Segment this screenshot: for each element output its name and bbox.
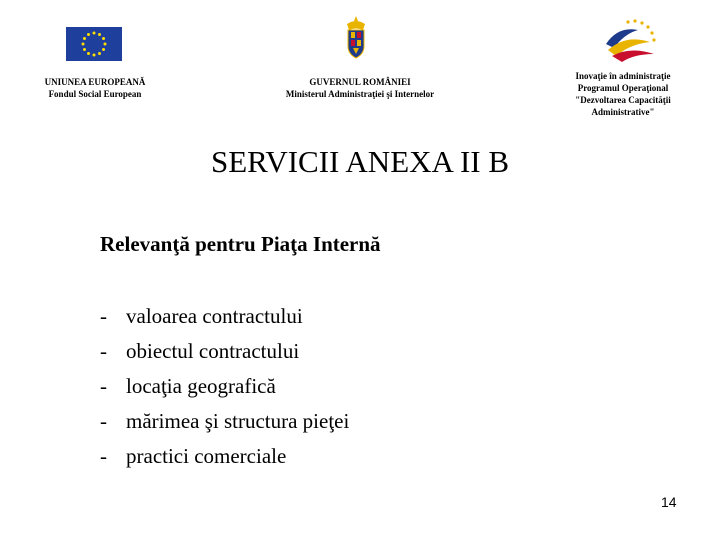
slide-title: SERVICII ANEXA II B xyxy=(210,144,510,179)
eu-star xyxy=(102,37,105,40)
header-government-line2: Ministerul Administraţiei şi Internelor xyxy=(285,89,435,99)
list-item-text: valoarea contractului xyxy=(126,304,303,328)
list-item-text: mărimea şi structura pieţei xyxy=(126,409,350,433)
list-item xyxy=(100,443,349,478)
eu-star xyxy=(83,37,86,40)
header-program xyxy=(562,70,684,118)
list-item xyxy=(100,408,349,443)
header-program-line2: Programul Operaţional xyxy=(577,83,669,93)
bullet-dash: - xyxy=(100,339,107,363)
pocad-logo-icon xyxy=(598,16,660,66)
header-government-line1: GUVERNUL ROMÂNIEI xyxy=(309,77,411,87)
list-item-text: locaţia geografică xyxy=(126,374,276,398)
eu-star xyxy=(93,32,96,35)
eu-star xyxy=(98,33,101,36)
list-item-text: obiectul contractului xyxy=(126,339,300,363)
header-government xyxy=(262,76,458,100)
eu-star xyxy=(87,33,90,36)
criteria-list xyxy=(100,303,349,478)
header-eu-line2: Fondul Social European xyxy=(48,89,142,99)
header-program-line1: Inovaţie în administraţie xyxy=(575,71,671,81)
bullet-dash: - xyxy=(100,444,107,468)
page-number: 14 xyxy=(661,494,677,510)
bullet-dash: - xyxy=(100,304,107,328)
bullet-dash: - xyxy=(100,374,107,398)
list-item xyxy=(100,373,349,408)
eu-star xyxy=(102,48,105,51)
eu-flag-icon xyxy=(66,27,122,61)
slide-subtitle: Relevanţă pentru Piaţa Internă xyxy=(100,232,381,256)
bullet-dash: - xyxy=(100,409,107,433)
header-program-line4: Administrative" xyxy=(591,107,655,117)
eu-star xyxy=(98,52,101,55)
header-eu-line1: UNIUNEA EUROPEANĂ xyxy=(44,77,146,87)
header-program-line3: "Dezvoltarea Capacităţii xyxy=(575,95,671,105)
eu-star xyxy=(87,52,90,55)
eu-star xyxy=(93,54,96,57)
list-item-text: practici comerciale xyxy=(126,444,287,468)
list-item xyxy=(100,338,349,373)
eu-star xyxy=(83,48,86,51)
eu-star xyxy=(82,43,85,46)
eu-star xyxy=(104,43,107,46)
header-eu xyxy=(30,76,160,100)
romania-coat-of-arms-icon xyxy=(343,14,369,60)
list-item xyxy=(100,303,349,338)
